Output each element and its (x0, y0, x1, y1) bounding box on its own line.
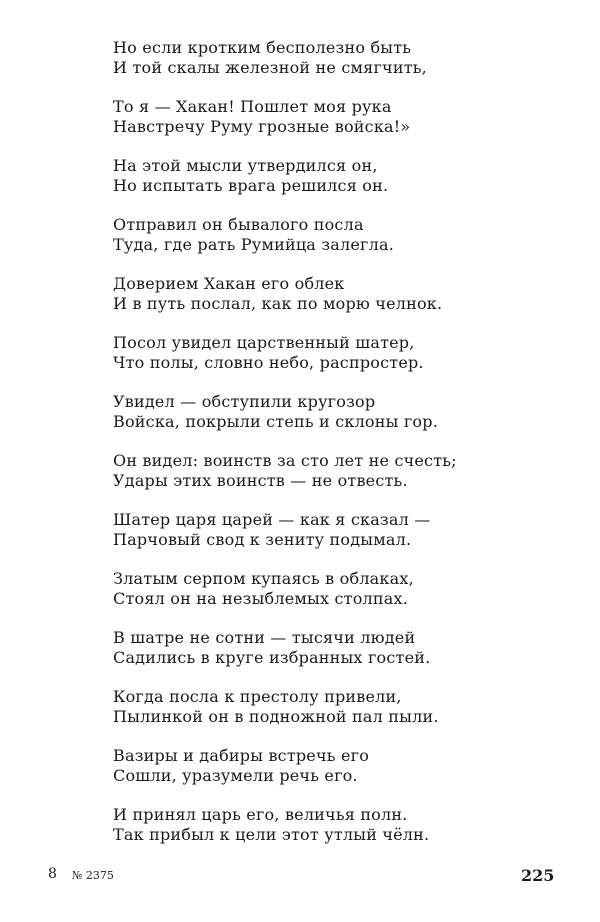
poem-line: Когда посла к престолу привели, (113, 687, 402, 706)
poem-line: Сошли, уразумели речь его. (113, 766, 358, 785)
stanza (113, 451, 553, 491)
poem-line: И той скалы железной не смягчить, (113, 58, 427, 77)
stanza (113, 392, 553, 432)
poem-line: Так прибыл к цели этот утлый чёлн. (113, 825, 430, 844)
poem-line: На этой мысли утвердился он, (113, 156, 378, 175)
poem-line: Посол увидел царственный шатер, (113, 333, 415, 352)
stanza (113, 156, 553, 196)
poem-line: То я — Хакан! Пошлет моя рука (113, 97, 392, 116)
poem-line: И в путь послал, как по морю челнок. (113, 294, 443, 313)
stanza (113, 687, 553, 727)
poem-line: Шатер царя царей — как я сказал — (113, 510, 431, 529)
poem-line: Увидел — обступили кругозор (113, 392, 376, 411)
poem-line: Пылинкой он в подножной пал пыли. (113, 707, 439, 726)
poem-line: Отправил он бывалого посла (113, 215, 364, 234)
stanza (113, 333, 553, 373)
stanza (113, 215, 553, 255)
stanza (113, 569, 553, 609)
print-order-number: № 2375 (72, 869, 114, 882)
stanza (113, 97, 553, 137)
poem-line: Стоял он на незыблемых столпах. (113, 589, 409, 608)
poem-line: Туда, где рать Румийца залегла. (113, 235, 395, 254)
poem-line: Что полы, словно небо, распростер. (113, 353, 424, 372)
stanza (113, 510, 553, 550)
poem-line: Парчовый свод к зениту подымал. (113, 530, 412, 549)
poem-line: Но если кротким бесполезно быть (113, 38, 412, 57)
page-footer (0, 866, 600, 896)
poem-line: В шатре не сотни — тысячи людей (113, 628, 416, 647)
poem-line: Он видел: воинств за сто лет не счесть; (113, 451, 457, 470)
stanza (113, 805, 553, 845)
stanza (113, 746, 553, 786)
signature-mark: 8 (48, 866, 57, 882)
poem-line: Доверием Хакан его облек (113, 274, 345, 293)
poem-line: Войска, покрыли степь и склоны гор. (113, 412, 438, 431)
poem-line: Садились в круге избранных гостей. (113, 648, 431, 667)
poem-line: Вазиры и дабиры встречь его (113, 746, 370, 765)
stanza (113, 628, 553, 668)
page-number: 225 (521, 866, 555, 885)
poem-line: Навстречу Руму грозные войска!» (113, 117, 411, 136)
poem-line: Но испытать врага решился он. (113, 176, 389, 195)
stanza (113, 38, 553, 78)
poem-line: И принял царь его, величья полн. (113, 805, 408, 824)
poem-line: Удары этих воинств — не отвесть. (113, 471, 408, 490)
poem-text (113, 38, 553, 864)
stanza (113, 274, 553, 314)
poem-line: Златым серпом купаясь в облаках, (113, 569, 414, 588)
